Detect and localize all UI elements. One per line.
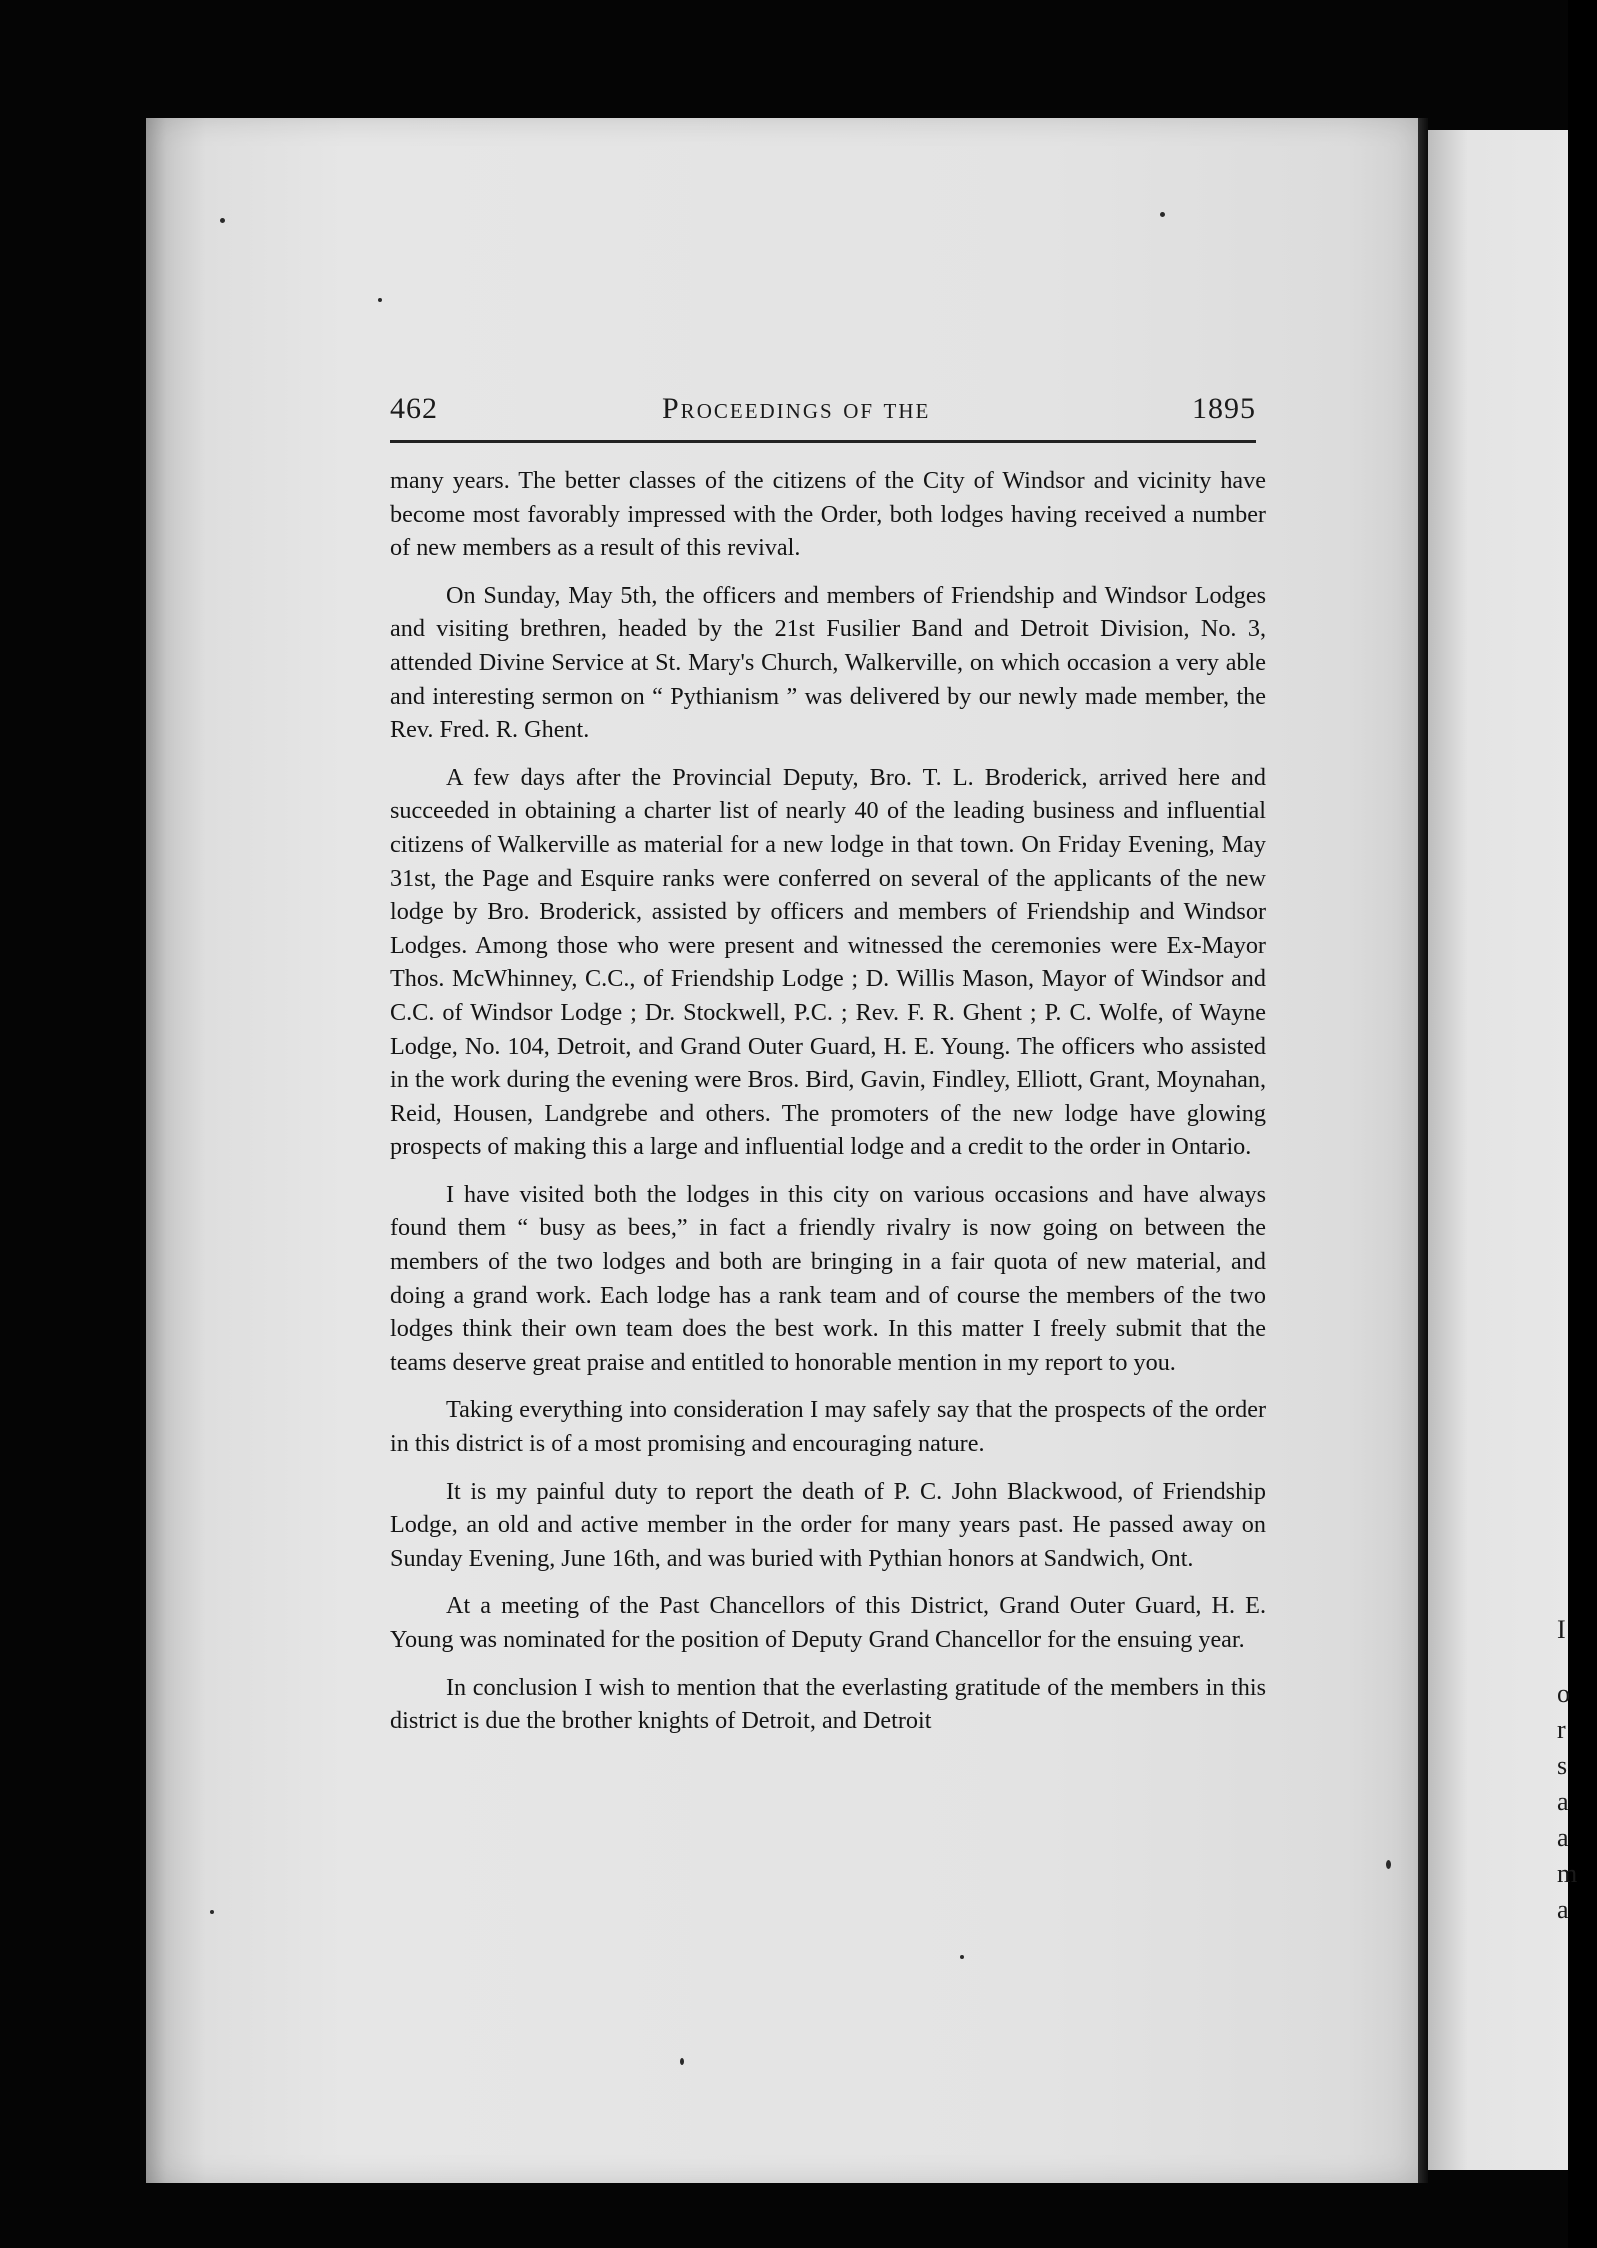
page-header: [390, 392, 1256, 442]
body-text: [390, 464, 1266, 1752]
paragraph: At a meeting of the Past Chancellors of this District, Grand Outer Guard, H. E. Young was nominated for the position of Deputy Grand Chancellor for the ensuing year.: [390, 1592, 1266, 1653]
facing-fragment: s: [1557, 1751, 1568, 1780]
facing-fragment: r: [1557, 1715, 1566, 1744]
facing-fragment: o: [1557, 1679, 1570, 1708]
page-number: 462: [390, 392, 438, 425]
facing-fragment: I: [1557, 1615, 1566, 1644]
paragraph: On Sunday, May 5th, the officers and members of Friendship and Windsor Lodges and visiting brethren, headed by the 21st Fusilier Band and Detroit Division, No. 3, attended Divine Service at St. Mary's Church, Walkerville, on which occasion a very able and interesting sermon on “ Pythianism ” was delivered by our newly made member, the Rev. Fred. R. Ghent.: [390, 581, 1266, 744]
paragraph: It is my painful duty to report the death of P. C. John Blackwood, of Friendship Lodge, an old and active member in the order for many years past. He passed away on Sunday Evening, June 16th, and was buried with Pythian honors at Sandwich, Ont.: [390, 1477, 1266, 1572]
facing-page-edge: [1428, 130, 1568, 2170]
facing-fragment: m: [1557, 1859, 1578, 1888]
running-title: Proceedings of the: [662, 392, 931, 425]
header-rule: [390, 440, 1256, 443]
paragraph: I have visited both the lodges in this city on various occasions and have always found them “ busy as bees,” in fact a friendly rivalry is now going on between the members of the two lodges and both are bringing in a fair quota of new material, and doing a grand work. Each lodge has a rank team and of course the members of the two lodges think their own team does the best work. In this matter I freely submit that the teams deserve great praise and entitled to honorable mention in my report to you.: [390, 1180, 1266, 1376]
paragraph: In conclusion I wish to mention that the everlasting gratitude of the members in this district is due the brother knights of Detroit, and Detroit: [390, 1673, 1266, 1735]
facing-fragment: a: [1557, 1895, 1569, 1924]
paragraph: many years. The better classes of the citizens of the City of Windsor and vicinity have become most favorably impressed with the Order, both lodges having received a number of new members as a result of this revival.: [390, 467, 1266, 562]
paragraph: Taking everything into consideration I may safely say that the prospects of the order in this district is of a most promising and encouraging nature.: [390, 1396, 1266, 1458]
facing-fragment: a: [1557, 1787, 1569, 1816]
page-gutter: [1418, 118, 1428, 2183]
facing-fragment: a: [1557, 1823, 1569, 1852]
paragraph: A few days after the Provincial Deputy, Bro. T. L. Broderick, arrived here and succeeded in obtaining a charter list of nearly 40 of the leading business and influential citizens of Walkerville as material for a new lodge in that town. On Friday Evening, May 31st, the Page and Esquire ranks were conferred on several of the applicants of the new lodge by Bro. Broderick, assisted by officers and members of Friendship and Windsor Lodges. Among those who were present and witnessed the ceremonies were Ex-Mayor Thos. McWhinney, C.C., of Friendship Lodge ; D. Willis Mason, Mayor of Windsor and C.C. of Windsor Lodge ; Dr. Stockwell, P.C. ; Rev. F. R. Ghent ; P. C. Wolfe, of Wayne Lodge, No. 104, Detroit, and Grand Outer Guard, H. E. Young. The officers who assisted in the work during the evening were Bros. Bird, Gavin, Findley, Elliott, Grant, Moynahan, Reid, Housen, Landgrebe and others. The promoters of the new lodge have glowing prospects of making this a large and influential lodge and a credit to the order in Ontario.: [390, 763, 1266, 1161]
header-year: 1895: [1192, 392, 1256, 425]
facing-page-fragments: [1557, 1612, 1597, 1928]
